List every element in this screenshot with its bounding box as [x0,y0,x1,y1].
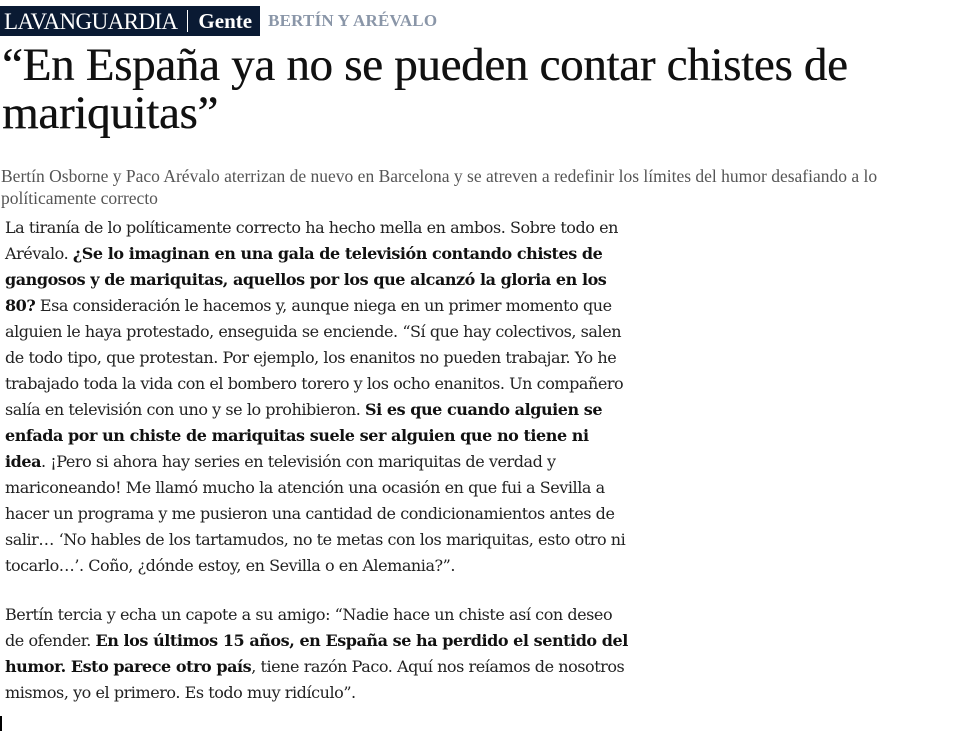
text-cursor-mark [0,716,2,731]
paragraph-highlight: En los últimos 15 años, en España se ha perdido el sentido del humor. Esto parece otro país [5,631,628,676]
section-link-gente[interactable]: Gente [198,8,253,33]
paragraph-text: Bertín tercia y echa un capote a su amigo: “Nadie hace un chiste así con deseo de ofender. [5,605,613,650]
paragraph-text: . ¡Pero si ahora hay series en televisión con mariquitas de verdad y mariconeando! Me llamó mucho la atención una ocasión en que fui a Sevilla a hacer un programa y me pusieron una cantidad de condicionamientos antes de salir… ‘No hables de los tartamudos, no te metas con los mariquitas, esto otro ni tocarlo…’. Coño, ¿dónde estoy, en Sevilla o en Alemania?”. [5,452,626,575]
site-logo[interactable]: LAVANGUARDIA [4,8,178,34]
masthead-bar [0,6,260,36]
paragraph-text: , tiene razón Paco. Aquí nos reíamos de nosotros mismos, yo el primero. Es todo muy ridículo”. [5,657,625,702]
article-subtitle: Bertín Osborne y Paco Arévalo aterrizan de nuevo en Barcelona y se atreven a redefinir los límites del humor desafiando a lo políticamente correcto [1,166,878,208]
masthead-divider [187,10,188,32]
masthead [0,6,437,36]
paragraph-highlight: Si es que cuando alguien se enfada por un chiste de mariquitas suele ser alguien que no tiene ni idea [5,400,603,471]
article-body [5,215,630,706]
article-kicker: BERTÍN Y ARÉVALO [268,11,438,30]
article-headline: “En España ya no se pueden contar chistes de mariquitas” [2,39,848,139]
article-paragraph [5,602,630,706]
paragraph-highlight: ¿Se lo imaginan en una gala de televisión contando chistes de gangosos y de mariquitas, aquellos por los que alcanzó la gloria en los 80? [5,244,607,315]
paragraph-text: Esa consideración le hacemos y, aunque niega en un primer momento que alguien le haya protestado, enseguida se enciende. “Sí que hay colectivos, salen de todo tipo, que protestan. Por ejemplo, los enanitos no pueden trabajar. Yo he trabajado toda la vida con el bombero torero y los ocho enanitos. Un compañero salía en televisión con uno y se lo prohibieron. [5,296,624,419]
article-paragraph [5,215,630,579]
paragraph-text: La tiranía de lo políticamente correcto ha hecho mella en ambos. Sobre todo en Arévalo. [5,218,618,263]
